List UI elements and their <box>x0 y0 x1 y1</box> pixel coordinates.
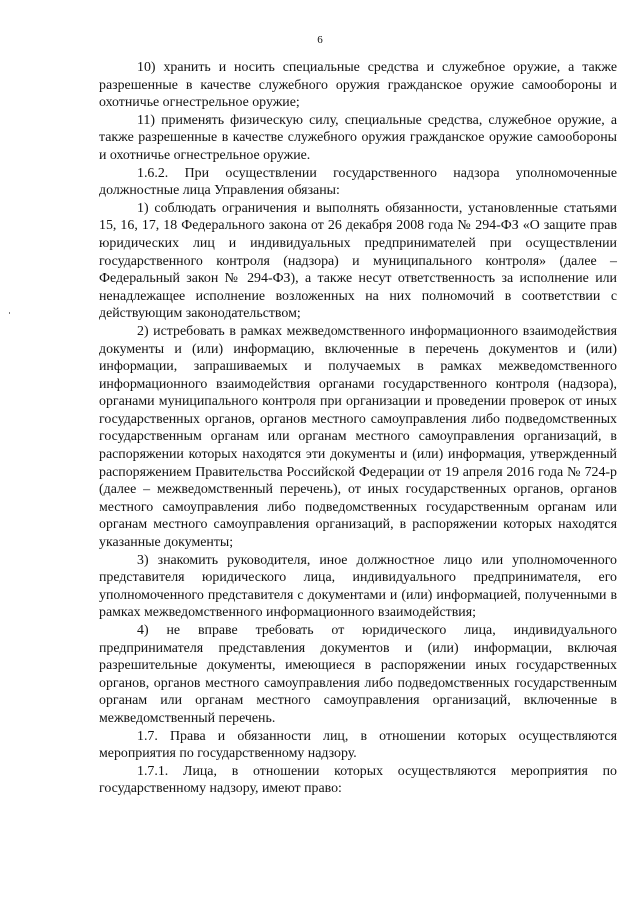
paragraph-section-1-6-2: 1.6.2. При осуществлении государственного надзора уполномоченные должностные лица Управления обязаны: <box>99 165 617 199</box>
page-number: 6 <box>317 34 323 46</box>
paragraph-duty-3: 3) знакомить руководителя, иное должностное лицо или уполномоченного представителя юридического лица, индивидуального предпринимателя, его уполномоченного представителя с документами и (или) информацией, полученными в рамках межведомственного информационного взаимодействия; <box>99 552 617 621</box>
paragraph-item-10: 10) хранить и носить специальные средства и служебное оружие, а также разрешенные в качестве служебного оружия гражданское оружие самообороны и охотничье огнестрельное оружие; <box>99 60 617 111</box>
scan-speck <box>9 312 10 314</box>
paragraph-section-1-7: 1.7. Права и обязанности лиц, в отношении которых осуществляются мероприятия по государственному надзору. <box>99 728 617 762</box>
paragraph-item-11: 11) применять физическую силу, специальные средства, служебное оружие, а также разрешенные в качестве служебного оружия гражданское оружие самообороны и охотничье огнестрельное оружие. <box>99 112 617 163</box>
paragraph-duty-2: 2) истребовать в рамках межведомственного информационного взаимодействия документы и (или) информацию, включенные в перечень документов и (или) информации, запрашиваемых и получаемых в рамках межведомственного информационного взаимодействия органами государственного контроля (надзора), органами муниципального контроля при организации и проведении проверок от иных государственных органов, органов местного самоуправления либо подведомственных государственным органам или органам местного самоуправления организаций, в распоряжении которых находятся эти документы и (или) информация, утвержденный распоряжением Правительства Российской Федерации от 19 апреля 2016 года № 724-р (далее – межведомственный перечень), от иных государственных органов, органов местного самоуправления либо подведомственных государственным органам или органам местного самоуправления организаций, в распоряжении которых находятся указанные документы; <box>99 323 617 551</box>
paragraph-duty-4: 4) не вправе требовать от юридического лица, индивидуального предпринимателя представления документов и (или) информации, включая разрешительные документы, имеющиеся в распоряжении иных государственных органов, органов местного самоуправления либо подведомственных государственным органам или органам местного самоуправления организаций, включенные в межведомственный перечень. <box>99 623 617 726</box>
paragraph-section-1-7-1: 1.7.1. Лица, в отношении которых осуществляются мероприятия по государственному надзору, имеют право: <box>99 763 617 797</box>
document-body <box>99 59 617 798</box>
paragraph-duty-1: 1) соблюдать ограничения и выполнять обязанности, установленные статьями 15, 16, 17, 18 Федерального закона от 26 декабря 2008 года № 294-ФЗ «О защите прав юридических лиц и индивидуальных предпринимателей при осуществлении государственного контроля (надзора) и муниципального контроля» (далее – Федеральный закон № 294-ФЗ), а также несут ответственность за исполнение или ненадлежащее исполнение возложенных на них полномочий в соответствии с действующим законодательством; <box>99 200 617 322</box>
